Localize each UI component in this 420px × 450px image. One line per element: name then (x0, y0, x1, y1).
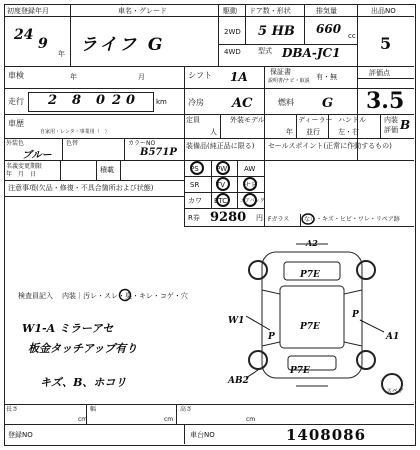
model-type-label: 型式 (258, 47, 272, 55)
reg-year-value: 24 (14, 27, 34, 43)
cc-value: 660 (316, 22, 342, 36)
col-line (62, 138, 63, 160)
width-unit: cm (164, 416, 174, 423)
mileage-unit: km (156, 98, 167, 106)
chassis-label: 車台NO (190, 431, 215, 439)
row-line (4, 180, 184, 181)
fuel-label: 燃料 (278, 98, 294, 107)
reg-month-value: 9 (38, 36, 48, 52)
diagram-a1: A1 (386, 332, 400, 342)
col-line (380, 114, 381, 138)
equip-sr-label: SR (190, 181, 200, 189)
recycle-label: R券 (188, 214, 200, 222)
equip-circles (184, 160, 264, 208)
col-line (296, 114, 297, 138)
chassis-value: 1408086 (286, 426, 367, 444)
fuel-value: G (322, 96, 334, 111)
interior-sub-label: 評価 (384, 126, 398, 134)
shaken-month-label: 月 (138, 73, 145, 81)
sales-point-label: セールスポイント(正常に作動するもの) (268, 142, 392, 150)
equip-label: 装備品(純正品に限る) (186, 142, 255, 150)
aircon-value: AC (232, 96, 253, 111)
equip-leather-label: カワ (188, 197, 202, 205)
row-line (357, 78, 414, 79)
equip-pw-label: PW (216, 165, 228, 173)
callout-w1 (246, 316, 270, 330)
handle-value: 左・右 (338, 128, 359, 136)
model-value: DBA-JC1 (282, 46, 341, 60)
row-line (4, 16, 414, 17)
door-shape-label: ドア数・形状 (249, 7, 291, 15)
equip-circle (244, 194, 256, 206)
color-value: ブルー (22, 150, 52, 161)
shift-value: 1A (230, 70, 248, 84)
row-line (4, 196, 184, 197)
note-line-1: W1-A ミラーアセ (22, 322, 114, 335)
glass-none-circle (300, 213, 316, 225)
row-line (4, 114, 414, 115)
interior-grade-value: B (400, 118, 411, 132)
diagram-side-left: P (268, 332, 275, 342)
capacity-unit: 人 (210, 128, 217, 136)
equip-navi-label: ナビ (244, 181, 258, 189)
equip-circle (217, 194, 229, 206)
car-diagram (240, 234, 410, 404)
color-no-label: 色替 (66, 140, 79, 147)
col-line (218, 4, 219, 66)
grid-line (264, 138, 265, 226)
displacement-label: 排気量 (316, 7, 337, 15)
aircon-label: 冷房 (188, 98, 204, 107)
col-line (264, 66, 265, 138)
length-label: 長さ (6, 406, 19, 413)
row-line (4, 138, 414, 139)
col-line (70, 4, 71, 66)
equip-airbag-label: エアバッグ (240, 198, 265, 204)
equip-etc-label: ETC (214, 197, 228, 205)
wheel-front-right (357, 261, 375, 279)
handle-label: ハンドル (338, 116, 366, 124)
mileage-digit: 8 (72, 93, 82, 108)
notes-label: 注意事項(欠品・修復・不具合箇所および状態) (8, 184, 154, 192)
dealer-value: 並行 (306, 128, 320, 136)
note-line-2: 板金タッチアップ有り (28, 342, 138, 355)
col-line (176, 404, 177, 424)
col-line (304, 4, 305, 44)
capacity-label: 定員 (186, 116, 200, 124)
row-line (218, 44, 357, 45)
loading-label: 積載 (100, 166, 114, 174)
mileage-digit-box (28, 92, 154, 112)
color-label: 外装色 (6, 140, 25, 147)
drive-2wd-label: 2WD (224, 28, 241, 36)
col-line (220, 114, 221, 138)
diagram-a2: A2 (306, 238, 318, 248)
col-line (245, 4, 246, 44)
diagram-w1: W1 (228, 316, 245, 326)
ext-model-value: 年 (286, 128, 293, 136)
equip-circle (217, 162, 229, 174)
recycle-yen-mark: 円 (256, 214, 263, 222)
grid-line (184, 208, 264, 209)
score-label: 評価点 (369, 69, 390, 77)
row-line (4, 404, 414, 405)
first-reg-label: 初度登録年月 (7, 7, 49, 15)
col-line (120, 160, 121, 180)
length-unit: cm (78, 416, 88, 423)
score-value: 3.5 (366, 88, 405, 114)
height-unit: cm (246, 416, 256, 423)
spare-label: スペア (386, 388, 405, 395)
mileage-label: 走行 (8, 97, 24, 106)
col-line (124, 138, 125, 160)
history-label: 車歴 (8, 119, 24, 128)
glass-label: Fガラス (268, 216, 290, 223)
equip-circle (244, 178, 256, 190)
shift-label: シフト (188, 71, 212, 80)
change-date-ym: 年 月 日 (6, 171, 37, 178)
warranty-sub-label: 説明書/ナビ・取説 (268, 78, 310, 84)
col-line (357, 4, 358, 66)
note-line-3: キズ、B、ホコリ (40, 376, 127, 389)
grid-line (184, 226, 414, 227)
lot-value: 5 (380, 34, 392, 53)
color-code-value: B571P (140, 147, 177, 158)
mileage-digit: 0 (126, 93, 136, 108)
row-line (4, 88, 184, 89)
color-code-label: カラーNO (128, 140, 156, 147)
diagram-ab2: AB2 (228, 376, 249, 386)
diagram-rear: P7E (290, 366, 310, 376)
inspector-options: 内装｜汚レ・スレ・臭・キレ・コゲ・穴 (62, 292, 188, 300)
cc-label: cc (348, 32, 356, 40)
ext-model-label: 外装モデル (230, 116, 265, 124)
lot-no-label: 出品NO (371, 7, 396, 15)
change-date-label: 名義変更期限 (6, 163, 43, 170)
dealer-label: ディーラー (298, 116, 333, 124)
wheel-front-left (249, 261, 267, 279)
equip-aw-label: AW (244, 165, 256, 173)
height-label: 高さ (180, 406, 193, 413)
warranty-value: 有・無 (316, 73, 337, 81)
recycle-amount-value: 9280 (210, 210, 247, 225)
col-line (184, 424, 185, 444)
width-label: 幅 (90, 406, 97, 413)
callout-a1 (360, 320, 384, 332)
car-name-value: ライフ G (80, 35, 166, 55)
glass-options: なし・キズ・ヒビ・ワレ・リペア跡 (304, 216, 400, 223)
shaken-year-label: 年 (70, 73, 77, 81)
history-sub-label: 自家用・レンタ・事業用（ ） (40, 129, 110, 135)
equip-circle (191, 162, 203, 174)
diagram-roof: P7E (300, 322, 320, 332)
inspector-circle (118, 288, 132, 302)
equip-ps-label: PS (190, 165, 199, 173)
diagram-front: P7E (300, 270, 320, 280)
col-line (96, 160, 97, 180)
diagram-side-right: P (352, 310, 359, 320)
mileage-digit: 2 (48, 93, 58, 108)
wheel-rear-left (249, 351, 267, 369)
car-cabin (280, 286, 344, 348)
shaken-label: 車検 (8, 71, 24, 80)
equip-circle (217, 178, 229, 190)
drive-4wd-label: 4WD (224, 48, 241, 56)
equip-tv-label: TV (216, 181, 226, 189)
reg-year-mark: 年 (58, 50, 65, 58)
doors-value: 5 HB (258, 24, 295, 39)
col-line (60, 160, 61, 180)
warranty-label: 保証書 (270, 68, 291, 76)
row-line (4, 424, 414, 425)
drive-label: 駆動 (223, 7, 237, 15)
car-grade-label: 車名・グレード (118, 7, 167, 15)
row-line (4, 66, 414, 67)
mileage-digit: 2 (112, 93, 122, 108)
interior-label: 内装 (384, 116, 398, 124)
wheel-rear-right (357, 351, 375, 369)
mileage-digit: 0 (96, 93, 106, 108)
inspector-label: 検査員記入 (18, 292, 53, 300)
reg-no-label: 登録NO (8, 431, 33, 439)
